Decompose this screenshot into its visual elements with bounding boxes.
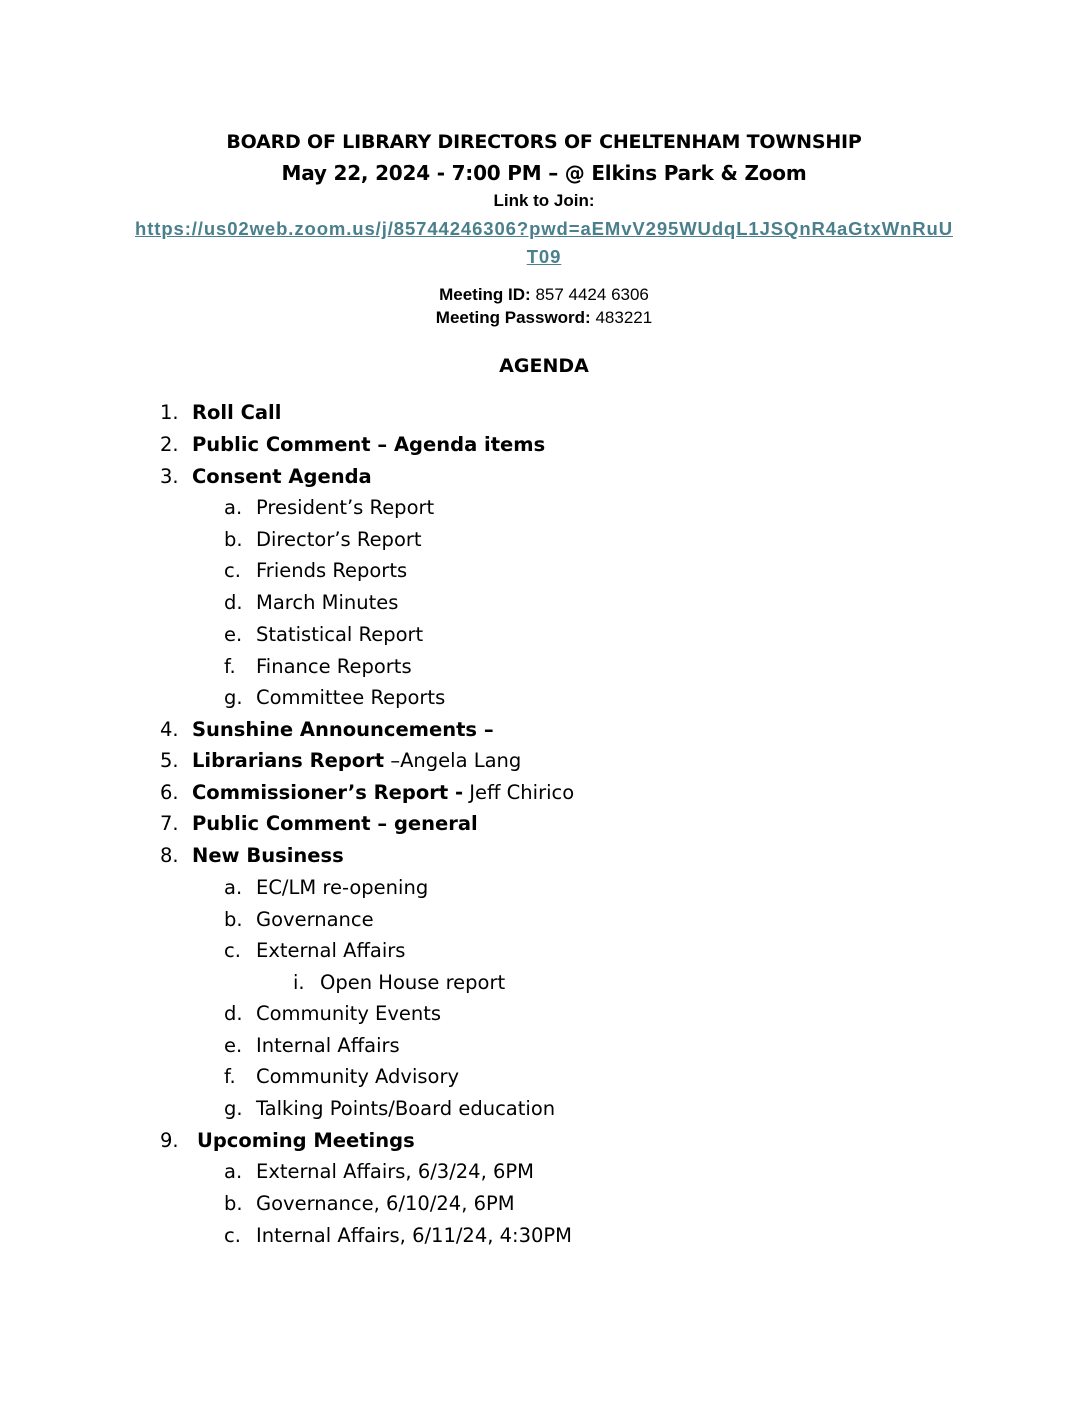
item-title: Consent Agenda <box>192 465 372 488</box>
subitem-letter: g. <box>224 686 243 709</box>
subitem-letter: d. <box>224 591 243 614</box>
item-text <box>192 781 574 805</box>
subitem-text: Talking Points/Board education <box>256 1097 556 1120</box>
subitem-text: March Minutes <box>256 591 399 614</box>
link-label: Link to Join: <box>493 191 595 210</box>
item-text <box>192 812 478 836</box>
item-number: 2. <box>160 433 179 456</box>
subitem-text: Community Events <box>256 1002 442 1025</box>
meeting-password-value: 483221 <box>595 308 653 327</box>
item-text <box>192 844 344 868</box>
item-number: 3. <box>160 465 179 488</box>
subitem-letter: c. <box>224 1224 241 1247</box>
item-title: Roll Call <box>192 401 282 424</box>
subsubitem-numeral: i. <box>293 971 305 994</box>
item-title: Sunshine Announcements – <box>192 718 494 741</box>
item-number: 4. <box>160 718 179 741</box>
item-text <box>192 718 494 742</box>
subitem-letter: b. <box>224 528 243 551</box>
subitem-letter: c. <box>224 939 241 962</box>
subitem-letter: g. <box>224 1097 243 1120</box>
item-title: Upcoming Meetings <box>197 1129 415 1152</box>
item-detail: –Angela Lang <box>384 749 522 772</box>
item-text <box>192 465 372 489</box>
subitem-letter: f. <box>224 655 236 678</box>
subitem-text: Governance <box>256 908 374 931</box>
agenda-title: AGENDA <box>499 355 589 377</box>
subitem-text: External Affairs, 6/3/24, 6PM <box>256 1160 534 1183</box>
item-title: Commissioner’s Report - <box>192 781 464 804</box>
meeting-id-value: 857 4424 6306 <box>535 285 649 304</box>
subsubitem-text: Open House report <box>320 971 506 994</box>
item-number: 5. <box>160 749 179 772</box>
subitem-letter: e. <box>224 623 243 646</box>
item-text <box>197 1129 415 1153</box>
subitem-letter: a. <box>224 496 243 519</box>
item-title: Librarians Report <box>192 749 385 772</box>
meeting-password <box>0 308 1088 328</box>
subitem-text: Friends Reports <box>256 559 408 582</box>
item-number: 9. <box>160 1129 179 1152</box>
subitem-text: EC/LM re-opening <box>256 876 429 899</box>
item-text <box>192 749 521 773</box>
item-number: 1. <box>160 401 179 424</box>
subitem-text: President’s Report <box>256 496 435 519</box>
meeting-password-label: Meeting Password: <box>435 308 591 327</box>
item-number: 7. <box>160 812 179 835</box>
subitem-text: External Affairs <box>256 939 406 962</box>
item-text <box>192 401 281 425</box>
item-number: 8. <box>160 844 179 867</box>
item-detail: Jeff Chirico <box>463 781 575 804</box>
meeting-id <box>0 285 1088 305</box>
subitem-letter: a. <box>224 876 243 899</box>
subitem-letter: e. <box>224 1034 243 1057</box>
subitem-text: Governance, 6/10/24, 6PM <box>256 1192 515 1215</box>
org-title: BOARD OF LIBRARY DIRECTORS OF CHELTENHAM TOWNSHIP <box>226 131 862 153</box>
subitem-text: Director’s Report <box>256 528 422 551</box>
item-number: 6. <box>160 781 179 804</box>
subitem-letter: b. <box>224 1192 243 1215</box>
subitem-text: Statistical Report <box>256 623 424 646</box>
subitem-letter: b. <box>224 908 243 931</box>
subitem-letter: f. <box>224 1065 236 1088</box>
item-title: Public Comment – general <box>192 812 478 835</box>
item-text <box>192 433 545 457</box>
item-title: Public Comment – Agenda items <box>192 433 546 456</box>
subitem-letter: a. <box>224 1160 243 1183</box>
subitem-text: Finance Reports <box>256 655 412 678</box>
subitem-letter: d. <box>224 1002 243 1025</box>
meeting-datetime-location: May 22, 2024 - 7:00 PM – @ Elkins Park & Zoom <box>281 161 807 185</box>
subitem-text: Internal Affairs, 6/11/24, 4:30PM <box>256 1224 573 1247</box>
subitem-letter: c. <box>224 559 241 582</box>
subitem-text: Committee Reports <box>256 686 446 709</box>
zoom-link[interactable]: https://us02web.zoom.us/j/85744246306?pwd=aEMvV295WUdqL1JSQnR4aGtxWnRuUT09 <box>135 218 953 267</box>
item-title: New Business <box>192 844 344 867</box>
subitem-text: Community Advisory <box>256 1065 460 1088</box>
subitem-text: Internal Affairs <box>256 1034 400 1057</box>
meeting-id-label: Meeting ID: <box>439 285 531 304</box>
